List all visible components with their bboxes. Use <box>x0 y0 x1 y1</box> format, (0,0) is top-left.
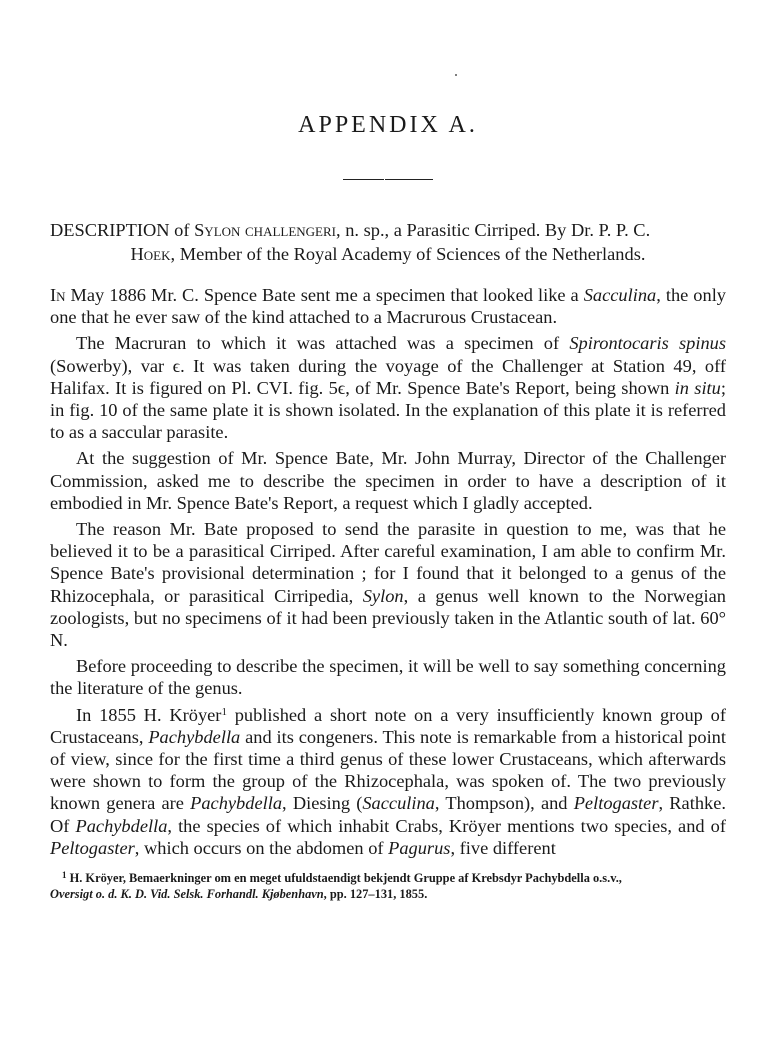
title-line1-rest: , n. sp., a Parasitic Cirriped. By Dr. P. P. C. <box>336 220 651 240</box>
species-name: Sylon challengeri <box>194 220 336 240</box>
p2-a: The Macruran to which it was attached was a specimen of <box>76 333 570 354</box>
author-name: Hoek <box>130 244 171 264</box>
p4-b: Sylon <box>362 585 404 606</box>
description-title <box>50 218 726 266</box>
footnote-ref: 1 <box>221 705 227 718</box>
paragraph-1 <box>50 284 726 328</box>
p6-h: , Thompson), and <box>434 793 574 814</box>
paragraph-4 <box>50 518 726 651</box>
body-paragraphs <box>50 284 726 859</box>
footnote <box>50 870 726 902</box>
footnote-journal: Oversigt o. d. K. D. Vid. Selsk. Forhandl. Kjøbenhavn <box>50 887 324 901</box>
title-of: of <box>169 220 195 240</box>
footnote-line-1 <box>50 870 726 886</box>
title-line-1 <box>50 218 726 242</box>
title-line-2 <box>50 242 726 266</box>
section-rule <box>343 179 433 180</box>
section-rule-gap <box>384 176 385 182</box>
p6-d: and its congeners. This note is remarkable from a historical point of view, since for the first time a third genus of these lower Crustaceans, which afterwards were shown to form the group of the Rhizocephala, was spoken of. The two previously known genera are <box>50 726 726 814</box>
p1-c: , the only one that he ever saw of the kind attached to a Macrurous Crustacean. <box>50 285 726 328</box>
p1-b: Sacculina <box>583 285 657 305</box>
p6-e: Pachybdella <box>190 793 283 814</box>
p2-b: Spirontocaris spinus <box>569 333 726 354</box>
footnote-marker: 1 <box>62 870 67 880</box>
p2-e: ; in fig. 10 of the same plate it is shown isolated. In the explanation of this plate it is referred to as a saccular parasite. <box>50 377 726 443</box>
p6-a: In 1855 H. Kröyer <box>76 704 222 725</box>
p6-m: Peltogaster <box>50 837 135 858</box>
p6-o: Pagurus <box>388 837 451 858</box>
p6-j: , Rathke. Of <box>50 793 726 836</box>
footnote-a: H. Kröyer, Bemaerkninger om en meget ufuldstaendigt bekjendt Gruppe af Krebsdyr Pachybdella o.s.v., <box>66 871 622 885</box>
p6-p: , five different <box>450 837 556 858</box>
footnote-c: , pp. 127–131, 1855. <box>323 887 428 901</box>
p4-c: , a genus well known to the Norwegian zoologists, but no specimens of it had been previously taken in the Atlantic south of lat. 60° N. <box>50 585 726 651</box>
p4-a: The reason Mr. Bate proposed to send the parasite in question to me, was that he believed it to be a parasitical Cirriped. After careful examination, I am able to confirm Mr. Spence Bate's provisional determination ; for I found that it belonged to a genus of the Rhizocephala, or parasitical Cirripedia, <box>50 519 726 606</box>
title-description-word: DESCRIPTION <box>50 220 170 240</box>
p2-d: in situ <box>674 377 721 398</box>
appendix-heading: APPENDIX A. <box>298 112 478 138</box>
paragraph-5: Before proceeding to describe the specimen, it will be well to say something concerning the literature of the genus. <box>50 656 726 699</box>
print-speck <box>455 74 457 76</box>
p6-c: Pachybdella <box>148 726 241 747</box>
title-line2-rest: , Member of the Royal Academy of Sciences of the Netherlands. <box>170 244 646 264</box>
p6-f: , Diesing ( <box>282 793 363 814</box>
paragraph-6 <box>50 704 726 859</box>
footnote-line-2 <box>50 887 427 901</box>
paragraph-2 <box>50 332 726 443</box>
p6-g: Sacculina <box>362 793 435 814</box>
p2-c: (Sowerby), var ϵ. It was taken during the voyage of the Challenger at Station 49, off Halifax. It is figured on Pl. CVI. fig. 5ϵ, of Mr. Spence Bate's Report, being shown <box>50 355 726 398</box>
p6-k: Pachybdella <box>75 815 168 836</box>
p6-b: published a short note on a very insufficiently known group of Crustaceans, <box>50 704 726 747</box>
p6-n: , which occurs on the abdomen of <box>134 837 389 858</box>
paragraph-3: At the suggestion of Mr. Spence Bate, Mr. John Murray, Director of the Challenger Commission, asked me to describe the specimen in order to have a description of it embodied in Mr. Spence Bate's Report, a request which I gladly accepted. <box>50 448 726 513</box>
p6-i: Peltogaster <box>573 793 659 814</box>
p6-l: , the species of which inhabit Crabs, Kröyer mentions two species, and of <box>167 815 726 836</box>
p1-lead: In <box>50 285 66 305</box>
p1-a: May 1886 Mr. C. Spence Bate sent me a specimen that looked like a <box>65 285 584 305</box>
